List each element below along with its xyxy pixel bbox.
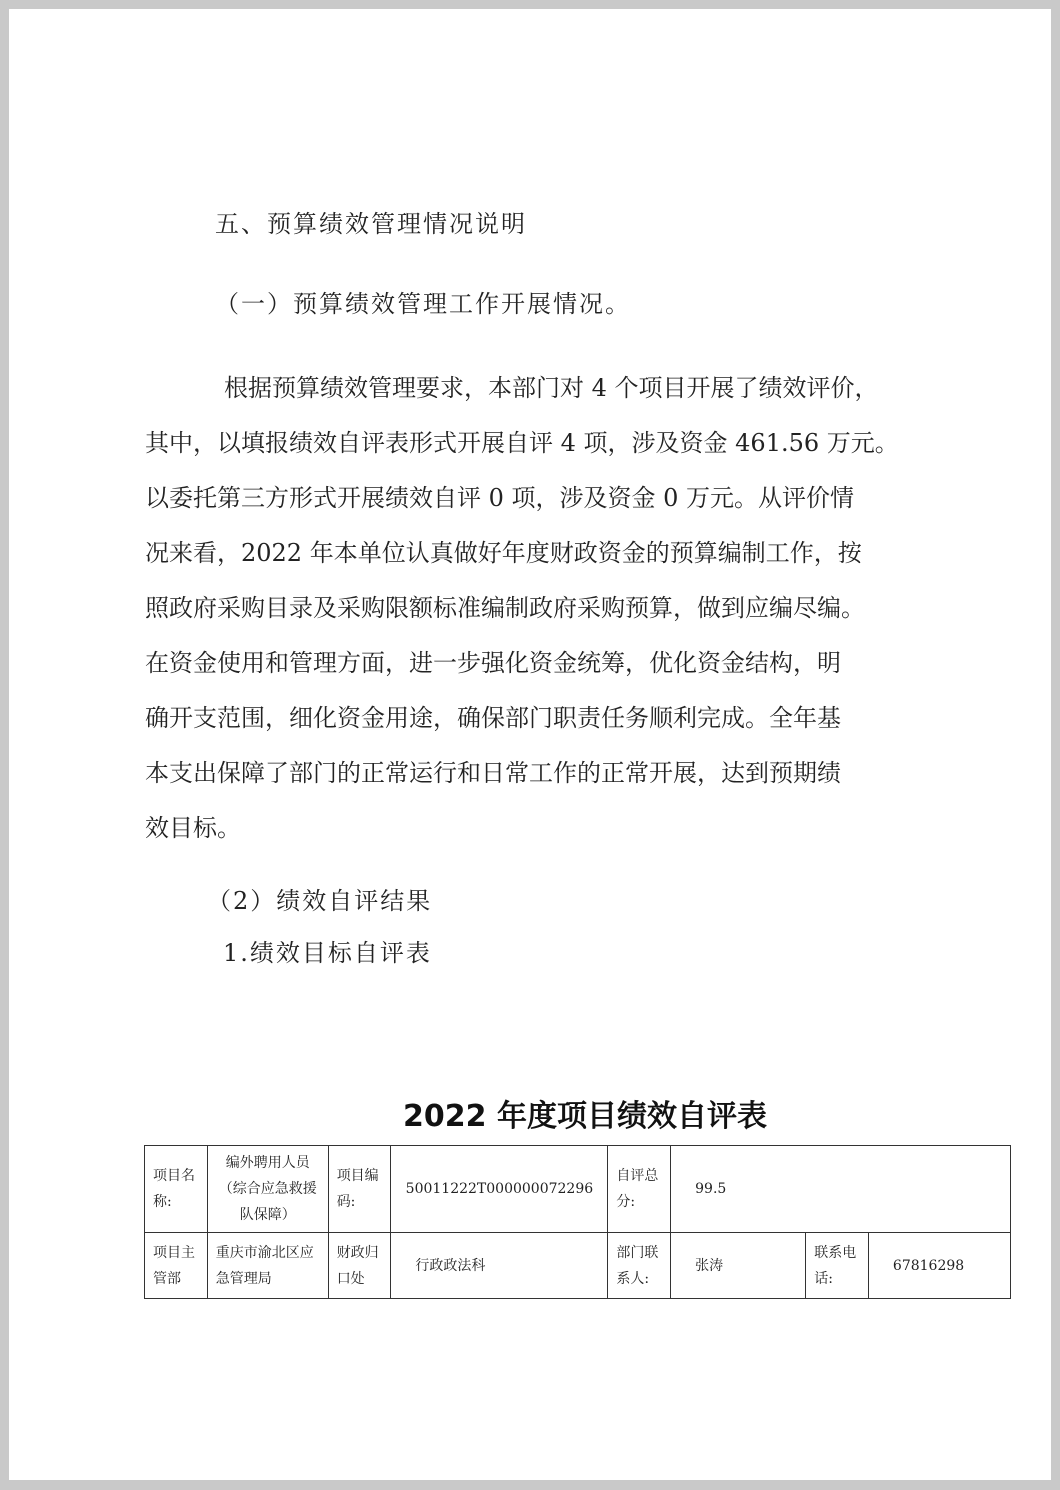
self-score-label: 自评总分: — [608, 1146, 671, 1233]
paragraph-line: 照政府采购目录及采购限额标准编制政府采购预算，做到应编尽编。 — [145, 594, 865, 622]
self-evaluation-table — [144, 1145, 1011, 1299]
paragraph-line: 在资金使用和管理方面，进一步强化资金统筹，优化资金结构，明 — [145, 649, 841, 677]
subsection-heading: （一）预算绩效管理工作开展情况。 — [215, 290, 631, 318]
document-page — [9, 9, 1051, 1480]
paragraph-line: 况来看，2022 年本单位认真做好年度财政资金的预算编制工作，按 — [145, 539, 862, 567]
paragraph-line: 以委托第三方形式开展绩效自评 0 项，涉及资金 0 万元。从评价情 — [145, 484, 855, 512]
subsection2-heading: （2）绩效自评结果 — [207, 887, 433, 915]
paragraph-line: 确开支范围，细化资金用途，确保部门职责任务顺利完成。全年基 — [145, 704, 841, 732]
table-title: 2022 年度项目绩效自评表 — [403, 1099, 767, 1134]
section-heading: 五、预算绩效管理情况说明 — [215, 210, 527, 238]
dept-label: 项目主管部 — [145, 1233, 208, 1299]
project-code-label: 项目编码: — [328, 1146, 391, 1233]
project-code-value: 50011222T000000072296 — [391, 1146, 608, 1233]
performance-paragraph — [145, 361, 935, 856]
table-row — [145, 1233, 1011, 1299]
project-name-label: 项目名称: — [145, 1146, 208, 1233]
phone-label: 联系电话: — [806, 1233, 869, 1299]
self-score-value: 99.5 — [671, 1146, 1011, 1233]
table-row — [145, 1146, 1011, 1233]
finance-office-label: 财政归口处 — [328, 1233, 391, 1299]
paragraph-line: 效目标。 — [145, 814, 241, 842]
finance-office-value: 行政政法科 — [391, 1233, 608, 1299]
paragraph-line: 其中，以填报绩效自评表形式开展自评 4 项，涉及资金 461.56 万元。 — [145, 429, 899, 457]
contact-value: 张涛 — [671, 1233, 806, 1299]
paragraph-line: 本支出保障了部门的正常运行和日常工作的正常开展，达到预期绩 — [145, 759, 841, 787]
contact-label: 部门联系人: — [608, 1233, 671, 1299]
project-name-value: 编外聘用人员（综合应急救援队保障） — [207, 1146, 328, 1233]
subsection2-item: 1.绩效目标自评表 — [223, 939, 432, 967]
dept-value: 重庆市渝北区应急管理局 — [207, 1233, 328, 1299]
paragraph-line: 根据预算绩效管理要求，本部门对 4 个项目开展了绩效评价， — [224, 374, 879, 402]
phone-value: 67816298 — [868, 1233, 1010, 1299]
